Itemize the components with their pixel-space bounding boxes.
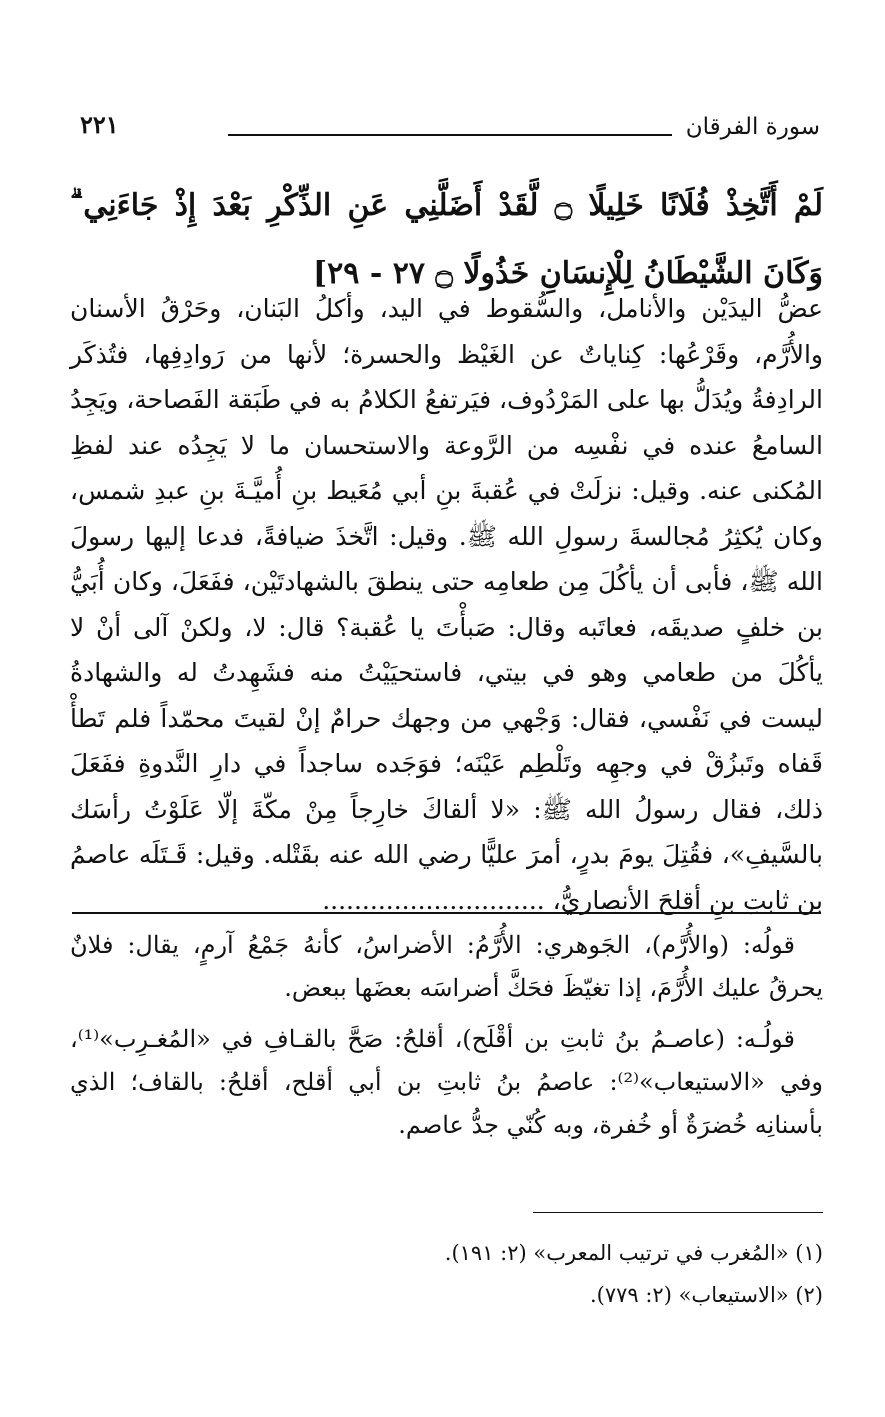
continuation-dots: ............................ xyxy=(322,885,545,915)
footnote-2: (٢) «الاستيعاب» (٢: ٧٧٩). xyxy=(589,1283,823,1307)
note-1: قولُه: (والأُرَّم)، الجَوهري: الأُرَّمُ: الأضراسُ، كأنهُ جَمْعُ آرمٍ، يقال: فلانٌ يحرقُ عليك الأُرَّمَ، إذا تغيّظَ فحَكَّ أضراسَه بعضَها ببعض. xyxy=(70,931,823,1002)
verse-text: لَمْ أَتَّخِذْ فُلَانًا خَلِيلًا ۝ لَّقَدْ أَضَلَّنِي عَنِ الذِّكْرِ بَعْدَ إِذْ جَاءَنِي ۗ وَكَانَ الشَّيْطَانُ لِلْإِنسَانِ خَذُولًا ۝ xyxy=(70,188,823,291)
page-header xyxy=(80,110,820,150)
surah-title: سورة الفرقان xyxy=(685,114,820,140)
footnote-1: (١) «المُغرب في ترتيب المعرب» (٢: ١٩١). xyxy=(444,1241,823,1265)
verse-reference: ٢٧ - ٢٩] xyxy=(312,256,425,291)
commentary-text xyxy=(70,286,823,923)
note-2: قولُـه: (عاصـمُ بنُ ثابتِ بن أقْلَح)، أقلحُ: صَحَّ بالقـافِ في «المُغـرِب»⁽¹⁾، وفي «الاستيعاب»⁽²⁾: عاصمُ بنُ ثابتِ بن أبي أقلح، أقلحُ: بالقاف؛ الذي بأسنانِه خُضرَةٌ أو خُفرة، وبه كُنّي جدُّ عاصم. xyxy=(70,1025,824,1139)
footnotes xyxy=(70,1232,823,1316)
footnote-rule xyxy=(533,1212,823,1213)
commentary-body: عضُّ اليدَيْن والأنامل، والسُّقوط في اليد، وأكلُ البَنان، وحَرْقُ الأسنان والأُرَّم، وقَرْعُها: كِناياتٌ عن الغَيْظ والحسرة؛ لأنها من رَوادِفِها، فتُذكَر الرادِفةُ ويُدَلُّ بها على المَرْدُوف، فيَرتفعُ الكلامُ به في طَبَقة الفَصاحة، ويَجِدُ السامعُ عنده في نفْسِه من الرَّوعة والاستحسان ما لا يَجِدُه عند لفظِ المُكنى عنه. وقيل: نزلَتْ في عُقبةَ بنِ أبي مُعَيط بنِ أُميَّـةَ بنِ عبدِ شمس، وكان يُكثِرُ مُجالسةَ رسولِ الله ﷺ. وقيل: اتَّخذَ ضيافةً، فدعا إليها رسولَ الله ﷺ، فأبى أن يأكُلَ مِن طعامِه حتى ينطقَ بالشهادتَيْن، ففَعَلَ، وكان أُبَيُّ بن خلفٍ صديقَه، فعاتَبه وقال: صَبأْتَ يا عُقبة؟ قال: لا، ولكنْ آلى أنْ لا يأكُلَ من طعامي وهو في بيتي، فاستحيَيْتُ منه فشَهِدتُ له والشهادةُ ليست في نَفْسي، فقال: وَجْهي من وجهك حرامٌ إنْ لقيتَ محمّداً فلم تَطأْ قَفاه وتَبزُقْ في وجهِه وتَلْطِم عَيْنَه؛ فوَجَده ساجداً في دارِ النَّدوةِ ففَعَلَ ذلك، فقال رسولُ الله ﷺ: «لا ألقاكَ خارِجاً مِنْ مكّةَ إلّا عَلَوْتُ رأسَك بالسَّيفِ»، فقُتِلَ يومَ بدرٍ، أمرَ عليًّا رضي الله عنه بقَتْله. وقيل: قَـتَلَه عاصمُ بن ثابتِ بنِ أقلحَ الأنصاريُّ، xyxy=(70,294,823,915)
page-number: ٢٢١ xyxy=(80,110,119,139)
header-rule xyxy=(228,134,672,136)
marginal-notes xyxy=(70,924,823,1155)
section-divider xyxy=(72,912,821,914)
